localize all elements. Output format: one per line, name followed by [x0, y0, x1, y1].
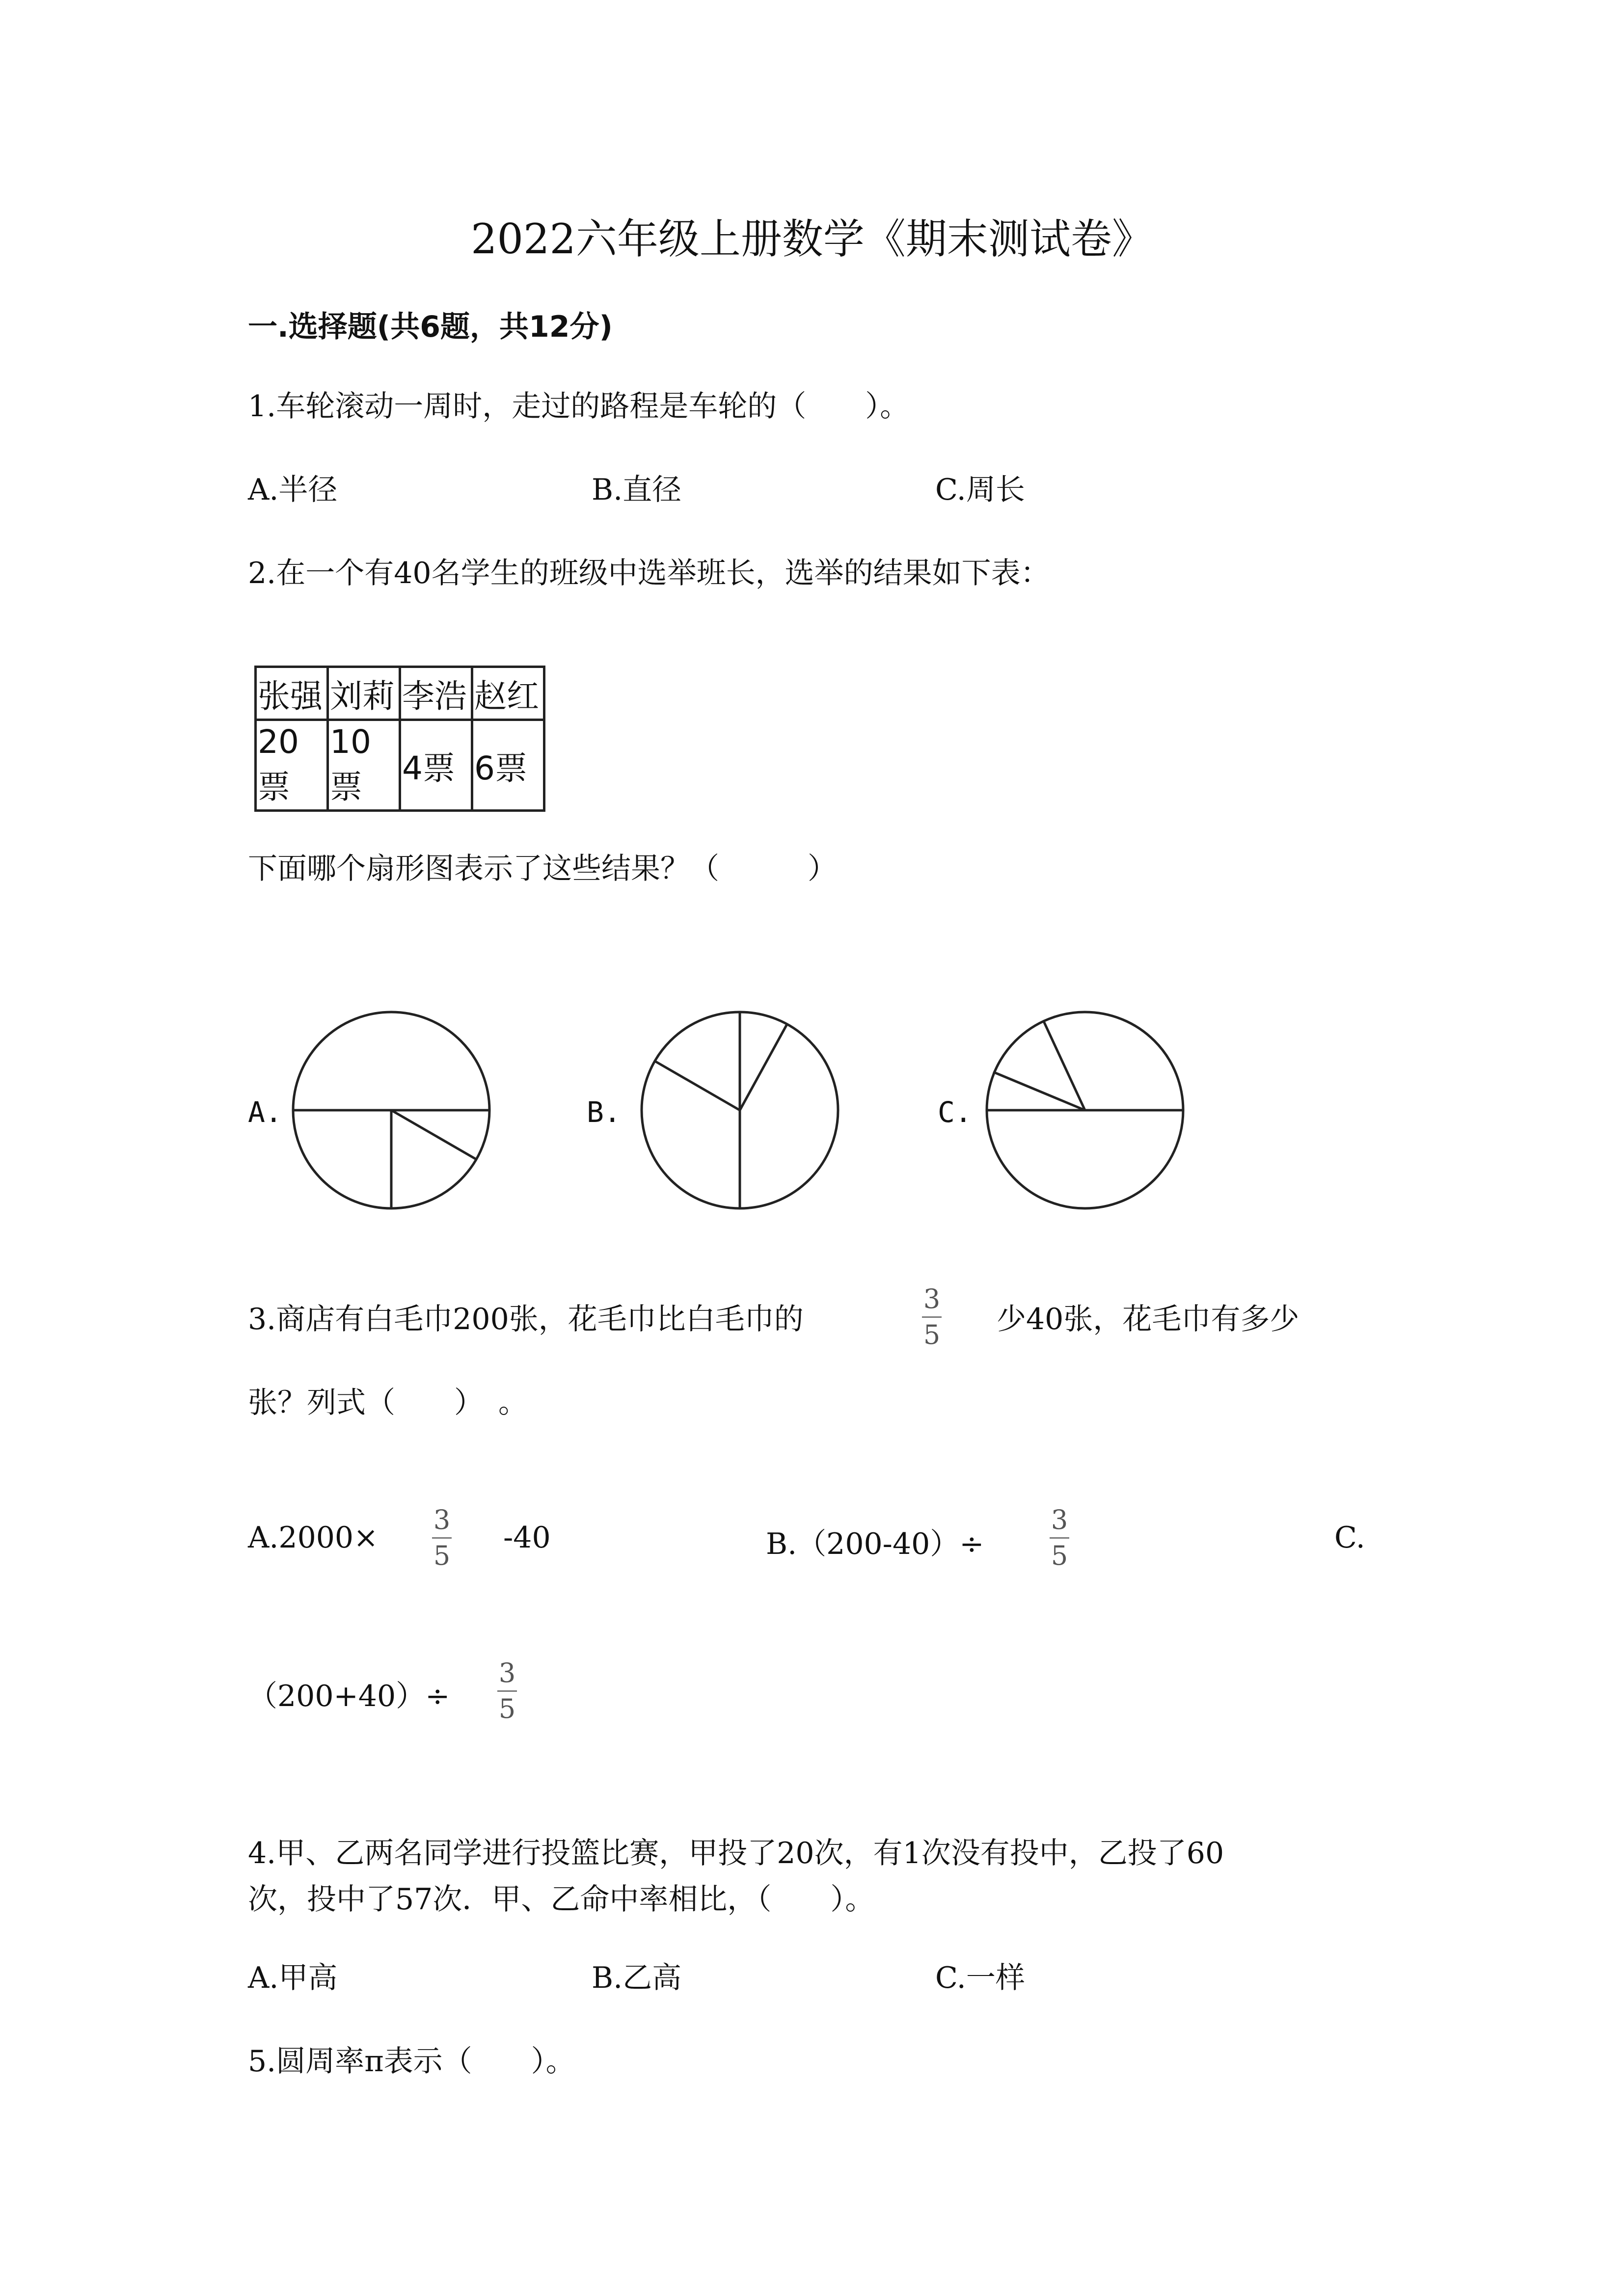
- fraction-bar: [922, 1316, 942, 1318]
- fraction-bar: [497, 1690, 517, 1692]
- question-3-option-a-suffix: -40: [503, 1521, 551, 1555]
- question-3-stem-part1: 3.商店有白毛巾200张，花毛巾比白毛巾的: [248, 1302, 804, 1336]
- question-3-stem-line2: 张？列式（ ） 。: [248, 1386, 528, 1420]
- question-4-option-a[interactable]: A.甲高: [248, 1961, 338, 1995]
- pie-chart-c: [987, 1012, 1183, 1208]
- fraction-denominator: 5: [498, 1693, 516, 1724]
- page-title: 2022六年级上册数学《期末测试卷》: [471, 215, 1153, 263]
- pie-option-b-label[interactable]: B.: [587, 1095, 621, 1129]
- pie-chart-b: [642, 1012, 838, 1208]
- fraction-three-fifths: [432, 1504, 452, 1571]
- fraction-three-fifths: [497, 1657, 517, 1724]
- question-2-prompt: 下面哪个扇形图表示了这些结果？（ ）: [248, 852, 837, 886]
- fraction-denominator: 5: [433, 1540, 451, 1571]
- vote-table-cell: 张强: [256, 667, 328, 720]
- fraction-three-fifths: [922, 1283, 942, 1350]
- fraction-bar: [432, 1537, 452, 1539]
- question-3-stem-part2: 少40张，花毛巾有多少: [997, 1302, 1299, 1336]
- question-4-option-c[interactable]: C.一样: [935, 1961, 1025, 1995]
- question-4-option-b[interactable]: B.乙高: [592, 1961, 682, 1995]
- vote-table-cell: 20票: [256, 720, 328, 811]
- vote-table-cell: 10票: [328, 720, 400, 811]
- pie-a-radius-right: [391, 1110, 476, 1159]
- vote-table-cell: 6票: [472, 720, 544, 811]
- question-1-stem: 1.车轮滚动一周时，走过的路程是车轮的（ ）。: [248, 389, 910, 424]
- vote-table-cell: 李浩: [400, 667, 472, 720]
- fraction-numerator: 3: [433, 1504, 451, 1535]
- vote-table-cell: 4票: [400, 720, 472, 811]
- question-2-stem: 2.在一个有40名学生的班级中选举班长，选举的结果如下表：: [248, 556, 1050, 590]
- section-heading: 一.选择题(共6题，共12分): [248, 310, 613, 344]
- question-3-option-c[interactable]: C.: [1334, 1521, 1365, 1555]
- pie-option-c-label[interactable]: C.: [938, 1095, 972, 1129]
- question-4-stem-line2: 次，投中了57次．甲、乙命中率相比，（ ）。: [248, 1882, 875, 1917]
- fraction-bar: [1050, 1537, 1069, 1539]
- question-3-option-b[interactable]: B.（200-40）÷: [766, 1527, 984, 1561]
- vote-table-cell: 刘莉: [328, 667, 400, 720]
- question-1-option-a[interactable]: A.半径: [248, 473, 338, 507]
- question-1-option-b[interactable]: B.直径: [592, 473, 682, 507]
- question-4-stem-line1: 4.甲、乙两名同学进行投篮比赛，甲投了20次，有1次没有投中，乙投了60: [248, 1836, 1224, 1870]
- pie-option-a-label[interactable]: A.: [248, 1095, 282, 1129]
- fraction-numerator: 3: [923, 1283, 941, 1314]
- fraction-numerator: 3: [498, 1657, 516, 1688]
- fraction-denominator: 5: [923, 1319, 941, 1350]
- fraction-three-fifths: [1050, 1504, 1069, 1571]
- pie-b-radius-left: [655, 1061, 740, 1110]
- vote-table-cell: 赵红: [472, 667, 544, 720]
- question-1-option-c[interactable]: C.周长: [935, 473, 1025, 507]
- pie-b-radius-upper-right: [740, 1024, 787, 1110]
- question-3-option-a[interactable]: A.2000×: [248, 1521, 379, 1555]
- fraction-denominator: 5: [1051, 1540, 1068, 1571]
- fraction-numerator: 3: [1051, 1504, 1068, 1535]
- pie-chart-a: [293, 1012, 489, 1208]
- question-5-stem: 5.圆周率π表示（ ）。: [248, 2044, 575, 2079]
- question-3-option-c-expression: （200+40）÷: [248, 1679, 450, 1713]
